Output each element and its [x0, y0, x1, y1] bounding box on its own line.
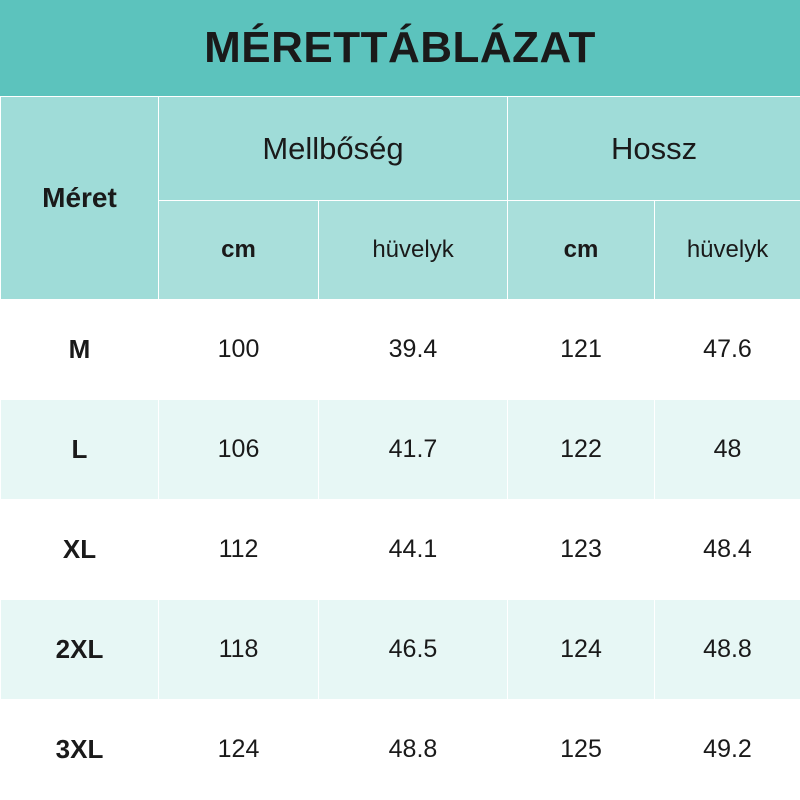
- column-header-length: Hossz: [508, 97, 800, 201]
- table-row: [1, 600, 800, 700]
- cell-size: L: [1, 400, 159, 500]
- size-chart-table: [0, 96, 800, 800]
- table-header: [1, 97, 800, 300]
- cell-chest-inch: 41.7: [319, 400, 508, 500]
- cell-length-cm: 125: [508, 700, 655, 800]
- cell-chest-inch: 39.4: [319, 300, 508, 400]
- column-header-chest: Mellbőség: [159, 97, 508, 201]
- column-header-length-inch: hüvelyk: [655, 201, 800, 300]
- column-header-size: Méret: [1, 97, 159, 300]
- cell-chest-cm: 118: [159, 600, 319, 700]
- page-title: MÉRETTÁBLÁZAT: [204, 23, 596, 72]
- cell-size: M: [1, 300, 159, 400]
- cell-length-inch: 48: [655, 400, 800, 500]
- cell-chest-inch: 48.8: [319, 700, 508, 800]
- cell-chest-inch: 46.5: [319, 600, 508, 700]
- table-body: [1, 300, 800, 800]
- table-row: [1, 500, 800, 600]
- cell-length-cm: 122: [508, 400, 655, 500]
- cell-length-cm: 124: [508, 600, 655, 700]
- table-row: [1, 700, 800, 800]
- cell-length-inch: 49.2: [655, 700, 800, 800]
- cell-length-cm: 123: [508, 500, 655, 600]
- title-bar: [0, 0, 800, 96]
- column-header-chest-cm: cm: [159, 201, 319, 300]
- cell-chest-cm: 100: [159, 300, 319, 400]
- cell-chest-cm: 112: [159, 500, 319, 600]
- cell-size: 2XL: [1, 600, 159, 700]
- header-row-groups: [1, 97, 800, 201]
- cell-length-inch: 48.8: [655, 600, 800, 700]
- column-header-chest-inch: hüvelyk: [319, 201, 508, 300]
- cell-chest-cm: 106: [159, 400, 319, 500]
- cell-size: 3XL: [1, 700, 159, 800]
- cell-length-cm: 121: [508, 300, 655, 400]
- cell-length-inch: 48.4: [655, 500, 800, 600]
- table-row: [1, 300, 800, 400]
- cell-chest-cm: 124: [159, 700, 319, 800]
- cell-size: XL: [1, 500, 159, 600]
- column-header-length-cm: cm: [508, 201, 655, 300]
- cell-length-inch: 47.6: [655, 300, 800, 400]
- table-row: [1, 400, 800, 500]
- cell-chest-inch: 44.1: [319, 500, 508, 600]
